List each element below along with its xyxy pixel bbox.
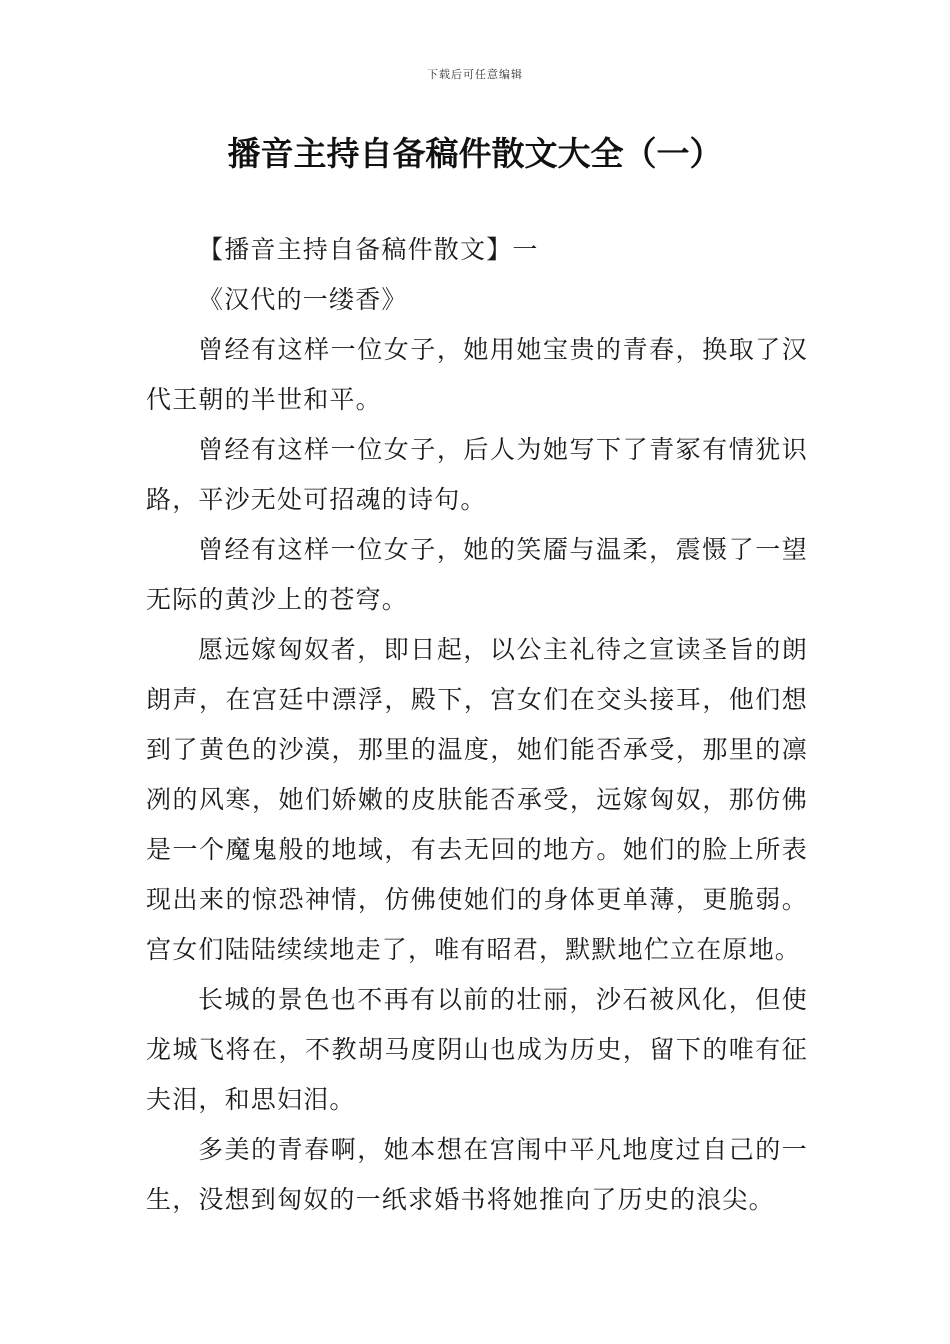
header-note: 下载后可任意编辑 [427, 68, 523, 81]
document-body [146, 225, 808, 1225]
body-paragraph: 曾经有这样一位女子，她的笑靥与温柔，震慑了一望无际的黄沙上的苍穹。 [146, 535, 808, 614]
body-paragraph: 曾经有这样一位女子，后人为她写下了青冢有情犹识路，平沙无处可招魂的诗句。 [146, 435, 808, 514]
body-paragraph: 曾经有这样一位女子，她用她宝贵的青春，换取了汉代王朝的半世和平。 [146, 335, 808, 414]
essay-title: 《汉代的一缕香》 [198, 285, 408, 314]
body-paragraph: 多美的青春啊，她本想在宫闱中平凡地度过自己的一生，没想到匈奴的一纸求婚书将她推向了历史的浪尖。 [146, 1135, 808, 1214]
body-paragraph: 长城的景色也不再有以前的壮丽，沙石被风化，但使龙城飞将在，不教胡马度阴山也成为历史，留下的唯有征夫泪，和思妇泪。 [146, 985, 808, 1114]
section-heading: 【播音主持自备稿件散文】一 [198, 235, 539, 264]
body-paragraph: 愿远嫁匈奴者，即日起，以公主礼待之宣读圣旨的朗朗声，在宫廷中漂浮，殿下，宫女们在交头接耳，他们想到了黄色的沙漠，那里的温度，她们能否承受，那里的凛冽的风寒，她们娇嫩的皮肤能否承受，远嫁匈奴，那仿佛是一个魔鬼般的地域，有去无回的地方。她们的脸上所表现出来的惊恐神情，仿佛使她们的身体更单薄，更脆弱。宫女们陆陆续续地走了，唯有昭君，默默地伫立在原地。 [146, 635, 808, 964]
document-title: 播音主持自备稿件散文大全（一） [227, 134, 723, 173]
